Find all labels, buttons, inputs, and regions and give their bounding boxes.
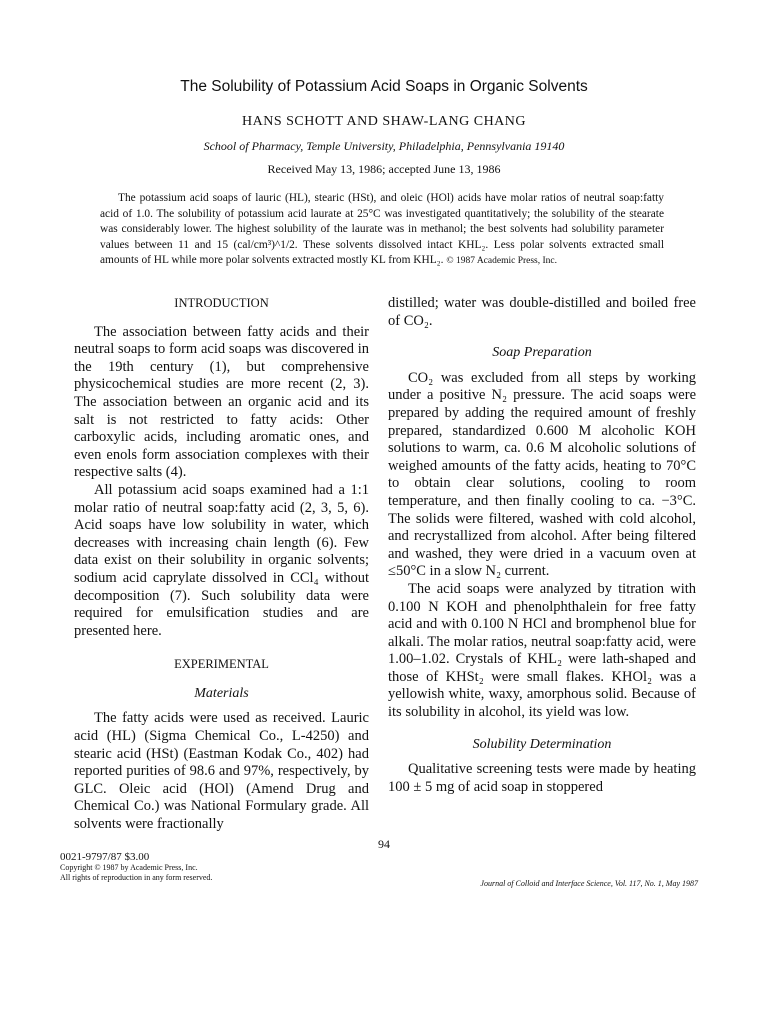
abstract-text: The potassium acid soaps of lauric (HL), stearic (HSt), and oleic (HOl) acids have molar ratios of neutral soap:fatty acid of 1.0. The solubility of potassium acid laurate at 25°C was investigated quantitatively; the solubility of the stearate was considerably lower. The highest solubility of the laurate was in methanol; the best solvents had solubility parameter values between 11 and 15 (cal/cm³)^1/2. These solvents dissolved intact KHL₂. Less polar solvents extracted small amounts of HL while more polar solvents extracted mostly KL from KHL₂. — [100, 192, 664, 266]
solubility-heading: Solubility Determination — [472, 736, 612, 752]
intro-paragraph-1: The association between fatty acids and their neutral soaps to form acid soaps was discovered in the 19th century (1), but comprehensive physicochemical studies are more recent (2, 3). The association between an organic acid and its salt is not restricted to fatty acids: Other carboxylic acids, including aromatic ones, and even enols form association complexes with their respective salts (4). — [74, 323, 369, 481]
continuation-paragraph: distilled; water was double-distilled and boiled free of CO₂. — [388, 295, 696, 329]
left-column — [74, 295, 369, 834]
copyright-line: Copyright © 1987 by Academic Press, Inc. — [60, 863, 198, 872]
issn-price: 0021-9797/87 $3.00 — [60, 851, 150, 863]
author-affiliation: School of Pharmacy, Temple University, Philadelphia, Pennsylvania 19140 — [203, 139, 565, 153]
footer-left — [60, 852, 212, 883]
right-column — [388, 295, 696, 796]
paper-authors: HANS SCHOTT AND SHAW-LANG CHANG — [241, 114, 527, 129]
materials-heading: Materials — [194, 685, 249, 701]
rights-line: All rights of reproduction in any form reserved. — [60, 873, 213, 882]
soap-paragraph-1: CO₂ was excluded from all steps by working under a positive N₂ pressure. The acid soaps were prepared by adding the required amount of freshly prepared, standardized 0.600 M alcoholic KOH solutions to warm, ca. 0.6 M alcoholic solutions of weighed amounts of the fatty acids, heating to 70°C to obtain clear solutions, cooling to room temperature, and then finally cooling to ca. −3°C. The solids were filtered, washed with cold alcohol, and recrystallized from alcohol. After being filtered and washed, they were dried in a vacuum oven at ≤50°C in a slow N₂ current. — [388, 369, 696, 580]
experimental-heading: EXPERIMENTAL — [174, 657, 269, 672]
abstract-copyright: © 1987 Academic Press, Inc. — [446, 256, 558, 266]
introduction-heading: INTRODUCTION — [174, 296, 269, 310]
abstract — [100, 191, 664, 270]
journal-citation: Journal of Colloid and Interface Science, Vol. 117, No. 1, May 1987 — [480, 879, 698, 888]
intro-paragraph-2: All potassium acid soaps examined had a 1:1 molar ratio of neutral soap:fatty acid (2, 3, 5, 6). Acid soaps have low solubility in water, which decreases with increasing chain length (6). Few data exist on their solubility in organic solvents; sodium acid caprylate dissolved in CCl₄ without decomposition (7). Such solubility data were required for emulsification studies and are presented here. — [74, 481, 369, 639]
soap-paragraph-2: The acid soaps were analyzed by titration with 0.100 N KOH and phenolphthalein for free fatty acid and with 0.100 N HCl and bromphenol blue for alkali. The molar ratios, neutral soap:fatty acid, were 1.00–1.02. Crystals of KHL₂ were lath-shaped and those of KHSt₂ were small flakes. KHOl₂ was a yellowish white, waxy, amorphous solid. Because of its solubility in alcohol, its yield was low. — [388, 580, 696, 721]
materials-paragraph: The fatty acids were used as received. Lauric acid (HL) (Sigma Chemical Co., L-4250) and stearic acid (HSt) (Eastman Kodak Co., 402) had reported purities of 98.6 and 97%, respectively, by GLC. Oleic acid (HOl) (Amend Drug and Chemical Co.) was National Formulary grade. All solvents were fractionally — [74, 710, 369, 833]
paper-title: The Solubility of Potassium Acid Soaps in Organic Solvents — [180, 78, 588, 95]
soap-preparation-heading: Soap Preparation — [492, 345, 592, 361]
page-number: 94 — [378, 837, 390, 851]
solubility-paragraph: Qualitative screening tests were made by heating 100 ± 5 mg of acid soap in stoppered — [388, 761, 696, 795]
received-dates: Received May 13, 1986; accepted June 13, 1986 — [267, 162, 501, 176]
